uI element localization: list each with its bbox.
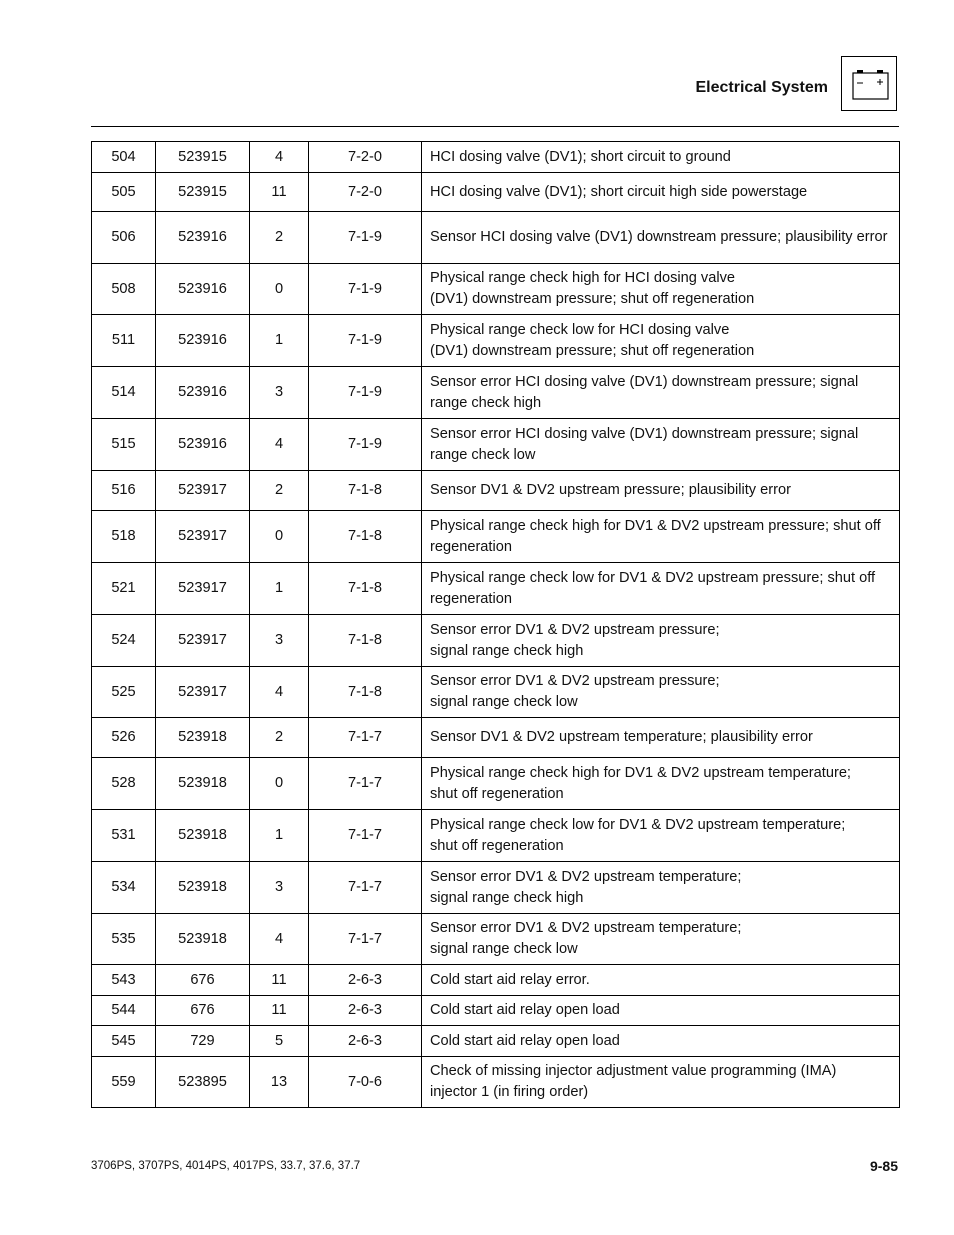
code-cell-c4: 2-6-3 [309, 996, 422, 1026]
code-cell-c1: 514 [92, 367, 156, 419]
header-divider [91, 126, 899, 127]
code-cell-c3: 4 [250, 142, 309, 173]
code-cell-c4: 7-1-8 [309, 511, 422, 563]
code-cell-c3: 4 [250, 914, 309, 965]
description-cell: Physical range check high for DV1 & DV2 upstream pressure; shut off regeneration [422, 511, 900, 563]
table-row [92, 471, 900, 511]
description-cell: Check of missing injector adjustment value programming (IMA) injector 1 (in firing order) [422, 1057, 900, 1108]
code-cell-c3: 2 [250, 718, 309, 758]
code-cell-c2: 523917 [156, 471, 250, 511]
code-cell-c2: 523917 [156, 615, 250, 667]
code-cell-c4: 7-1-8 [309, 615, 422, 667]
code-cell-c3: 2 [250, 212, 309, 264]
table-row [92, 615, 900, 667]
description-cell: Sensor error DV1 & DV2 upstream temperature; signal range check low [422, 914, 900, 965]
battery-icon [841, 56, 897, 111]
code-cell-c2: 523918 [156, 810, 250, 862]
code-cell-c2: 523917 [156, 667, 250, 718]
code-cell-c1: 515 [92, 419, 156, 471]
description-cell: Sensor HCI dosing valve (DV1) downstream pressure; plausibility error [422, 212, 900, 264]
code-cell-c3: 0 [250, 758, 309, 810]
table-row [92, 810, 900, 862]
code-cell-c2: 523916 [156, 419, 250, 471]
table-row [92, 563, 900, 615]
code-cell-c1: 521 [92, 563, 156, 615]
table-row [92, 718, 900, 758]
code-cell-c1: 535 [92, 914, 156, 965]
code-cell-c2: 523917 [156, 511, 250, 563]
code-cell-c2: 676 [156, 996, 250, 1026]
code-cell-c3: 3 [250, 862, 309, 914]
description-cell: Cold start aid relay open load [422, 996, 900, 1026]
description-cell: Sensor DV1 & DV2 upstream temperature; plausibility error [422, 718, 900, 758]
code-cell-c3: 11 [250, 965, 309, 996]
table-row [92, 965, 900, 996]
table-row [92, 511, 900, 563]
description-cell: Sensor error HCI dosing valve (DV1) downstream pressure; signal range check high [422, 367, 900, 419]
fault-code-table [91, 141, 900, 1108]
code-cell-c3: 0 [250, 511, 309, 563]
table-row [92, 758, 900, 810]
table-row [92, 862, 900, 914]
code-cell-c1: 506 [92, 212, 156, 264]
code-cell-c4: 7-1-7 [309, 758, 422, 810]
code-cell-c3: 1 [250, 563, 309, 615]
table-row [92, 1026, 900, 1057]
description-cell: Sensor error DV1 & DV2 upstream temperature; signal range check high [422, 862, 900, 914]
code-cell-c2: 523915 [156, 142, 250, 173]
code-cell-c1: 525 [92, 667, 156, 718]
code-cell-c3: 13 [250, 1057, 309, 1108]
code-cell-c2: 523918 [156, 862, 250, 914]
code-cell-c1: 511 [92, 315, 156, 367]
code-cell-c4: 7-1-9 [309, 212, 422, 264]
code-cell-c4: 7-1-8 [309, 563, 422, 615]
table-row [92, 419, 900, 471]
code-cell-c4: 7-1-9 [309, 315, 422, 367]
code-cell-c4: 7-0-6 [309, 1057, 422, 1108]
description-cell: Sensor error DV1 & DV2 upstream pressure; signal range check high [422, 615, 900, 667]
description-cell: Cold start aid relay error. [422, 965, 900, 996]
code-cell-c1: 526 [92, 718, 156, 758]
description-cell: Physical range check high for DV1 & DV2 upstream temperature; shut off regeneration [422, 758, 900, 810]
section-title: Electrical System [695, 79, 828, 96]
code-cell-c2: 523916 [156, 367, 250, 419]
table-row [92, 264, 900, 315]
code-cell-c3: 1 [250, 315, 309, 367]
code-cell-c3: 3 [250, 615, 309, 667]
description-cell: Cold start aid relay open load [422, 1026, 900, 1057]
table-row [92, 367, 900, 419]
code-cell-c1: 516 [92, 471, 156, 511]
code-cell-c1: 543 [92, 965, 156, 996]
table-row [92, 1057, 900, 1108]
code-cell-c2: 523915 [156, 173, 250, 212]
code-cell-c2: 676 [156, 965, 250, 996]
footer-models: 3706PS, 3707PS, 4014PS, 4017PS, 33.7, 37.6, 37.7 [91, 1160, 361, 1172]
code-cell-c4: 7-1-8 [309, 471, 422, 511]
description-cell: Physical range check high for HCI dosing valve (DV1) downstream pressure; shut off regeneration [422, 264, 900, 315]
code-cell-c4: 2-6-3 [309, 965, 422, 996]
code-cell-c4: 2-6-3 [309, 1026, 422, 1057]
page-number: 9-85 [869, 1158, 898, 1174]
table-row [92, 212, 900, 264]
code-cell-c1: 508 [92, 264, 156, 315]
code-cell-c2: 729 [156, 1026, 250, 1057]
code-cell-c4: 7-1-9 [309, 367, 422, 419]
description-cell: HCI dosing valve (DV1); short circuit high side powerstage [422, 173, 900, 212]
description-cell: Sensor error HCI dosing valve (DV1) downstream pressure; signal range check low [422, 419, 900, 471]
description-cell: Physical range check low for DV1 & DV2 upstream pressure; shut off regeneration [422, 563, 900, 615]
code-cell-c4: 7-1-7 [309, 914, 422, 965]
code-cell-c3: 11 [250, 996, 309, 1026]
code-cell-c1: 518 [92, 511, 156, 563]
table-row [92, 315, 900, 367]
code-cell-c2: 523917 [156, 563, 250, 615]
code-cell-c3: 4 [250, 419, 309, 471]
code-cell-c2: 523918 [156, 718, 250, 758]
code-cell-c3: 0 [250, 264, 309, 315]
code-cell-c3: 11 [250, 173, 309, 212]
table-row [92, 914, 900, 965]
code-cell-c2: 523918 [156, 914, 250, 965]
table-row [92, 142, 900, 173]
description-cell: Physical range check low for DV1 & DV2 upstream temperature; shut off regeneration [422, 810, 900, 862]
description-cell: Physical range check low for HCI dosing valve (DV1) downstream pressure; shut off regeneration [422, 315, 900, 367]
code-cell-c1: 534 [92, 862, 156, 914]
code-cell-c4: 7-1-7 [309, 810, 422, 862]
code-cell-c1: 504 [92, 142, 156, 173]
code-cell-c1: 531 [92, 810, 156, 862]
code-cell-c3: 1 [250, 810, 309, 862]
table-row [92, 667, 900, 718]
code-cell-c2: 523895 [156, 1057, 250, 1108]
code-cell-c4: 7-1-9 [309, 264, 422, 315]
code-cell-c4: 7-1-9 [309, 419, 422, 471]
code-cell-c1: 559 [92, 1057, 156, 1108]
code-cell-c3: 4 [250, 667, 309, 718]
code-cell-c1: 524 [92, 615, 156, 667]
code-cell-c1: 545 [92, 1026, 156, 1057]
code-cell-c1: 505 [92, 173, 156, 212]
code-cell-c2: 523916 [156, 315, 250, 367]
code-cell-c4: 7-2-0 [309, 173, 422, 212]
code-cell-c3: 3 [250, 367, 309, 419]
code-cell-c4: 7-1-8 [309, 667, 422, 718]
table-row [92, 173, 900, 212]
code-cell-c1: 528 [92, 758, 156, 810]
code-cell-c2: 523916 [156, 212, 250, 264]
description-cell: Sensor error DV1 & DV2 upstream pressure; signal range check low [422, 667, 900, 718]
code-cell-c4: 7-2-0 [309, 142, 422, 173]
description-cell: Sensor DV1 & DV2 upstream pressure; plausibility error [422, 471, 900, 511]
code-cell-c3: 5 [250, 1026, 309, 1057]
code-cell-c2: 523916 [156, 264, 250, 315]
code-cell-c4: 7-1-7 [309, 718, 422, 758]
code-cell-c1: 544 [92, 996, 156, 1026]
description-cell: HCI dosing valve (DV1); short circuit to ground [422, 142, 900, 173]
table-row [92, 996, 900, 1026]
code-cell-c4: 7-1-7 [309, 862, 422, 914]
code-cell-c2: 523918 [156, 758, 250, 810]
code-cell-c3: 2 [250, 471, 309, 511]
